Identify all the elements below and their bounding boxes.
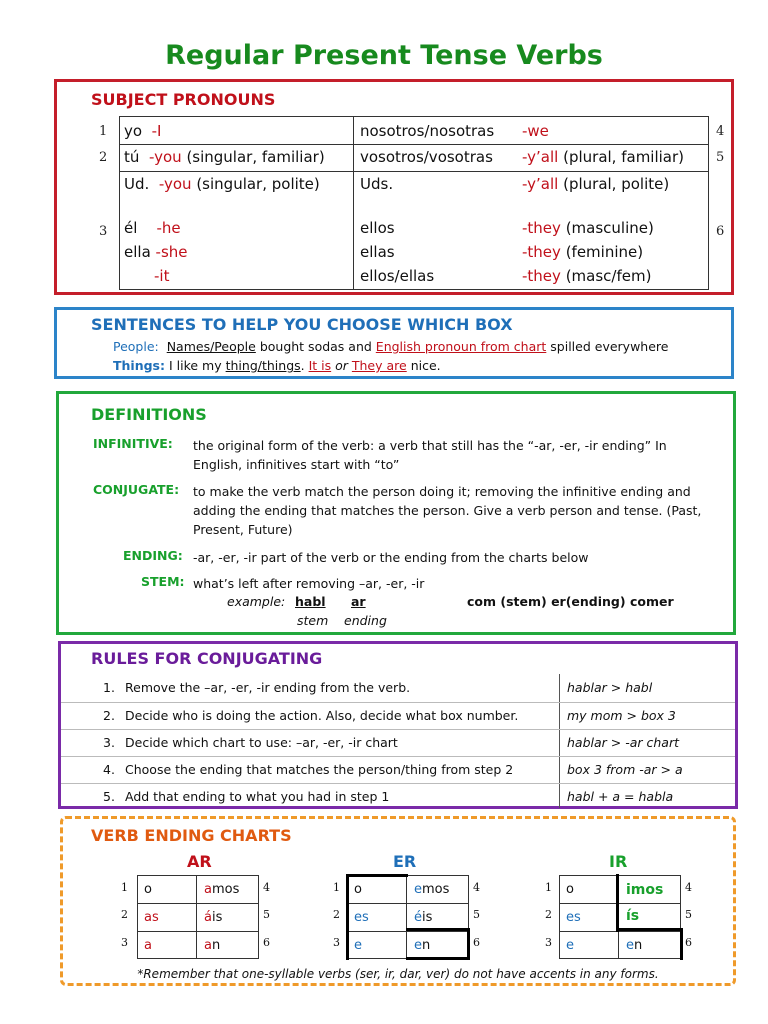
example-label: example: xyxy=(227,594,286,609)
ir-yo: o xyxy=(566,882,574,897)
rule-number: 3. xyxy=(103,735,115,750)
rule-text: Decide who is doing the action. Also, decide what box number. xyxy=(125,708,519,723)
pronoun-row-3-right-ending: -y’all (plural, polite) xyxy=(522,175,670,193)
ir-el: e xyxy=(566,938,574,953)
pronoun-row-2-right-ending: -y’all (plural, familiar) xyxy=(522,148,685,166)
conjugate-term: CONJUGATE: xyxy=(93,482,180,497)
box-number-4: 4 xyxy=(716,124,725,139)
rule-example: box 3 from -ar > a xyxy=(567,762,683,777)
pronoun-row-6-right-ending: -they (masc/fem) xyxy=(522,267,652,285)
er-vosotros: éis xyxy=(414,910,433,925)
pronoun-row-5-right-ending: -they (feminine) xyxy=(522,243,644,261)
rules-section xyxy=(58,641,738,809)
pronoun-row-6-right-subject: ellos/ellas xyxy=(360,267,435,285)
people-sentence: People: Names/People bought sodas and English pronoun from chart spilled everywhere xyxy=(113,339,669,354)
rule-number: 5. xyxy=(103,789,115,804)
pronoun-row-4-right-subject: ellos xyxy=(360,219,395,237)
er-num-2: 2 xyxy=(333,908,340,921)
ir-tu: es xyxy=(566,910,581,925)
er-num-4: 4 xyxy=(473,881,480,894)
er-tu: es xyxy=(354,910,369,925)
box-number-5: 5 xyxy=(716,150,725,165)
rule-row-1 xyxy=(61,675,735,702)
ar-yo: o xyxy=(144,882,152,897)
rule-number: 2. xyxy=(103,708,115,723)
rule-row-4 xyxy=(61,756,735,783)
pronoun-row-6-left: -it xyxy=(154,267,170,285)
example-ending-caption: ending xyxy=(344,613,387,628)
ar-chart xyxy=(137,875,259,959)
pronoun-row-1-right-subject: nosotros/nosotras xyxy=(360,122,495,140)
pronoun-row-2-left: tú -you (singular, familiar) xyxy=(124,148,325,166)
rule-text: Remove the –ar, -er, -ir ending from the verb. xyxy=(125,680,411,695)
ar-chart-title: AR xyxy=(187,852,212,871)
box-number-3: 3 xyxy=(99,224,108,239)
pronoun-row-4-left: él -he xyxy=(124,219,181,237)
ar-num-4: 4 xyxy=(263,881,270,894)
rule-example: my mom > box 3 xyxy=(567,708,676,723)
er-yo: o xyxy=(354,882,362,897)
ir-num-6: 6 xyxy=(685,936,692,949)
pronoun-row-1-right-ending: -we xyxy=(522,122,549,140)
ir-vosotros: ís xyxy=(626,908,640,924)
rule-example: hablar > -ar chart xyxy=(567,735,679,750)
box-number-6: 6 xyxy=(716,224,725,239)
ir-num-1: 1 xyxy=(545,881,552,894)
er-ellos: en xyxy=(414,938,431,953)
page-title: Regular Present Tense Verbs xyxy=(165,40,603,71)
pronoun-row-5-right-subject: ellas xyxy=(360,243,395,261)
ir-num-4: 4 xyxy=(685,881,692,894)
example-stem-caption: stem xyxy=(297,613,329,628)
pronoun-table xyxy=(119,116,709,290)
example-stem: habl xyxy=(295,594,326,609)
ar-vosotros: áis xyxy=(204,910,223,925)
rule-text: Add that ending to what you had in step 1 xyxy=(125,789,390,804)
er-num-5: 5 xyxy=(473,908,480,921)
ar-num-6: 6 xyxy=(263,936,270,949)
rule-number: 4. xyxy=(103,762,115,777)
ar-num-2: 2 xyxy=(121,908,128,921)
box-number-1: 1 xyxy=(99,124,108,139)
accent-note: *Remember that one-syllable verbs (ser, ir, dar, ver) do not have accents in any forms. xyxy=(137,967,659,981)
ar-num-5: 5 xyxy=(263,908,270,921)
infinitive-term: INFINITIVE: xyxy=(93,436,173,451)
ir-num-5: 5 xyxy=(685,908,692,921)
pronoun-row-2-right-subject: vosotros/vosotras xyxy=(360,148,493,166)
sentences-section xyxy=(54,307,734,379)
pronoun-row-3-left: Ud. -you (singular, polite) xyxy=(124,175,320,193)
table-rule xyxy=(120,144,708,145)
example-comer: com (stem) er(ending) comer xyxy=(467,594,674,609)
rule-text: Decide which chart to use: –ar, -er, -ir chart xyxy=(125,735,398,750)
stem-term: STEM: xyxy=(141,574,185,589)
sentences-heading: SENTENCES TO HELP YOU CHOOSE WHICH BOX xyxy=(91,315,513,334)
rule-row-5 xyxy=(61,783,735,810)
ar-el: a xyxy=(144,938,152,953)
ir-nosotros: imos xyxy=(626,882,664,898)
er-nosotros: emos xyxy=(414,882,450,897)
ar-nosotros: amos xyxy=(204,882,240,897)
verb-charts-section xyxy=(60,816,736,986)
rule-example: hablar > habl xyxy=(567,680,653,695)
ar-ellos: an xyxy=(204,938,221,953)
pronoun-row-5-left: ella -she xyxy=(124,243,188,261)
conjugate-definition: to make the verb match the person doing it; removing the infinitive ending and adding the ending that matches the person. Give a verb person and tense. (Past, Present, Future) xyxy=(193,484,702,537)
things-sentence: Things: I like my thing/things. It is or They are nice. xyxy=(113,358,441,373)
ending-term: ENDING: xyxy=(123,548,183,563)
er-num-6: 6 xyxy=(473,936,480,949)
ir-chart-title: IR xyxy=(609,852,628,871)
rules-heading: RULES FOR CONJUGATING xyxy=(91,649,323,668)
ir-num-3: 3 xyxy=(545,936,552,949)
rule-number: 1. xyxy=(103,680,115,695)
ir-num-2: 2 xyxy=(545,908,552,921)
ending-definition: -ar, -er, -ir part of the verb or the ending from the charts below xyxy=(193,550,589,565)
ir-ellos: en xyxy=(626,938,643,953)
table-rule xyxy=(120,171,708,172)
rule-row-3 xyxy=(61,729,735,756)
definitions-section xyxy=(56,391,736,635)
stem-definition: what’s left after removing –ar, -er, -ir xyxy=(193,576,425,591)
rule-text: Choose the ending that matches the person/thing from step 2 xyxy=(125,762,514,777)
rule-example: habl + a = habla xyxy=(567,789,674,804)
box-number-2: 2 xyxy=(99,150,108,165)
er-el: e xyxy=(354,938,362,953)
subject-pronouns-section xyxy=(54,79,734,295)
er-chart xyxy=(347,875,469,959)
ir-chart xyxy=(559,875,681,959)
rule-row-2 xyxy=(61,702,735,729)
er-num-1: 1 xyxy=(333,881,340,894)
ar-num-3: 3 xyxy=(121,936,128,949)
ar-tu: as xyxy=(144,910,159,925)
pronoun-row-3-right-subject: Uds. xyxy=(360,175,394,193)
ar-num-1: 1 xyxy=(121,881,128,894)
pronoun-row-4-right-ending: -they (masculine) xyxy=(522,219,654,237)
er-chart-title: ER xyxy=(393,852,417,871)
definitions-heading: DEFINITIONS xyxy=(91,405,207,424)
verb-charts-heading: VERB ENDING CHARTS xyxy=(91,826,292,845)
subject-pronouns-heading: SUBJECT PRONOUNS xyxy=(91,90,276,109)
er-num-3: 3 xyxy=(333,936,340,949)
pronoun-row-1-left: yo -I xyxy=(124,122,162,140)
infinitive-definition: the original form of the verb: a verb that still has the “-ar, -er, -ir ending” In English, infinitives start with “to” xyxy=(193,438,667,472)
example-ending: ar xyxy=(351,594,366,609)
table-divider xyxy=(353,117,354,289)
